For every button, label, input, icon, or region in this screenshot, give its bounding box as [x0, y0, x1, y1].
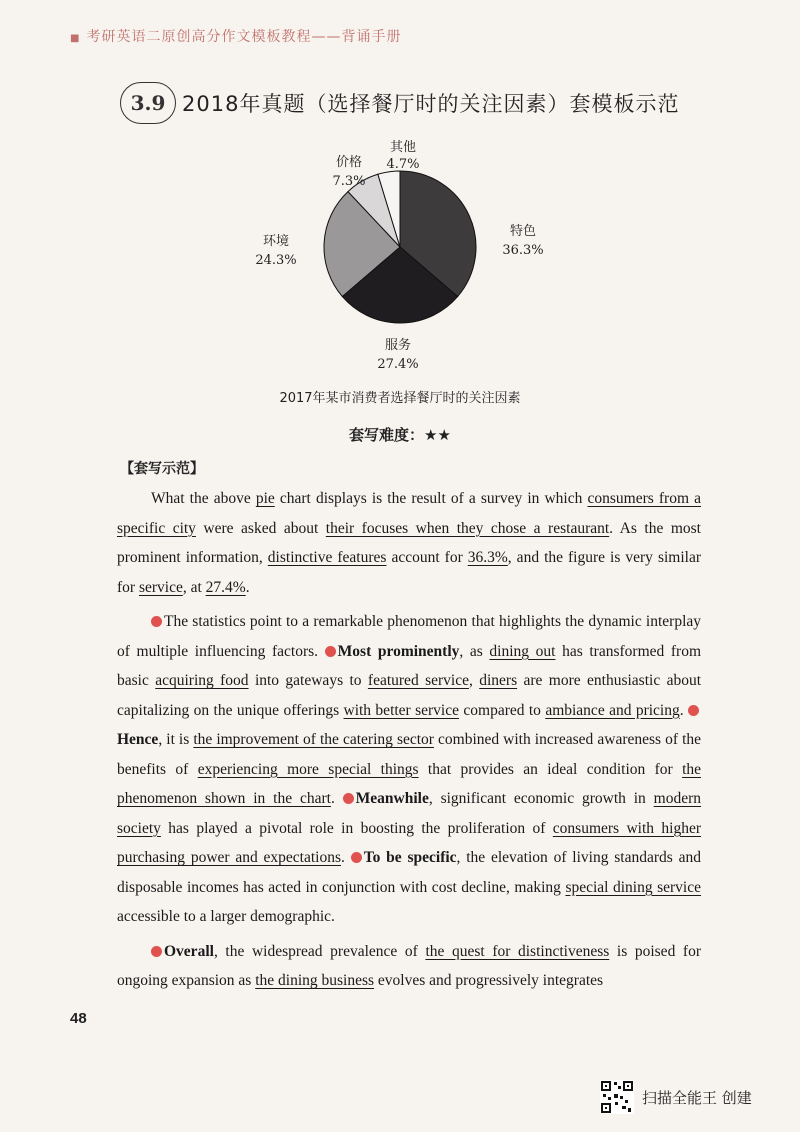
essay-body: [117, 484, 701, 1001]
text-run: compared to: [459, 701, 546, 719]
text-run: , significant economic growth in: [428, 790, 654, 807]
text-run: chart displays is the result of a survey in which: [274, 490, 588, 507]
section-heading: [120, 82, 679, 124]
section-title: 2018年真题（选择餐厅时的关注因素）套模板示范: [182, 92, 680, 116]
bold-connector: To be specific: [363, 849, 457, 866]
bold-connector: Meanwhile: [355, 790, 429, 807]
text-run: .: [341, 849, 351, 866]
page-number: 48: [70, 1010, 87, 1027]
qr-code-icon: [600, 1080, 634, 1114]
essay-paragraph-1: [117, 484, 701, 602]
underlined-phrase: 27.4%: [205, 578, 246, 596]
chart-caption: 2017年某市消费者选择餐厅时的关注因素: [279, 391, 521, 406]
underlined-phrase: diners: [479, 672, 518, 689]
underlined-phrase: consumers from a specific city: [117, 490, 701, 537]
underlined-phrase: 36.3%: [467, 549, 508, 566]
slice-label-price: 价格: [335, 155, 363, 170]
text-run: What the above: [151, 490, 256, 507]
text-run: .: [330, 790, 343, 807]
text-run: , at: [182, 578, 206, 596]
marker-dot-icon: [151, 946, 162, 957]
underlined-phrase: ambiance and pricing: [545, 701, 680, 719]
underlined-phrase: acquiring food: [155, 672, 249, 689]
marker-dot-icon: [325, 646, 336, 657]
slice-value-price: 7.3%: [332, 174, 366, 189]
slice-value-service: 27.4%: [377, 357, 419, 372]
underlined-phrase: consumers with higher purchasing power and expectations: [117, 819, 701, 866]
text-run: is poised for ongoing expansion as: [117, 942, 702, 989]
text-run: evolves and progressively integrates: [374, 972, 604, 989]
text-run: , the elevation of living standards and disposable incomes has acted in conjunction with cost decline, making: [117, 849, 702, 896]
slice-label-features: 特色: [509, 224, 537, 239]
slice-value-features: 36.3%: [502, 243, 544, 258]
text-run: account for: [386, 549, 468, 566]
bold-connector: Hence: [117, 731, 159, 748]
text-run: .: [679, 701, 689, 719]
text-run: combined with increased awareness of the benefits of: [117, 731, 702, 778]
underlined-phrase: featured service: [367, 672, 469, 689]
sample-section-title: 【套写示范】: [120, 461, 204, 477]
bold-connector: Most prominently: [337, 642, 460, 660]
slice-label-environment: 环境: [262, 234, 290, 249]
slice-label-other: 其他: [389, 140, 417, 155]
underlined-phrase: dining out: [489, 642, 556, 660]
bullet-icon: ■: [70, 33, 81, 44]
underlined-phrase: pie: [255, 490, 275, 507]
running-title: 考研英语二原创高分作文模板教程——背诵手册: [86, 29, 402, 45]
difficulty-rating: 套写难度：★★: [349, 426, 451, 444]
underlined-phrase: the improvement of the catering sector: [193, 731, 434, 748]
section-number: 3.9: [120, 82, 176, 124]
text-run: are more enthusiastic about capitalizing on the unique offerings: [117, 672, 702, 719]
text-run: , the widespread prevalence of: [213, 942, 426, 960]
underlined-phrase: distinctive features: [267, 549, 387, 566]
text-run: , as: [459, 642, 490, 660]
marker-dot-icon: [688, 705, 699, 716]
slice-value-environment: 24.3%: [255, 253, 297, 268]
marker-dot-icon: [151, 616, 162, 627]
underlined-phrase: the quest for distinctiveness: [425, 942, 610, 960]
text-run: The statistics point to a remarkable phenomenon that highlights the dynamic interplay of multiple influencing factors.: [117, 613, 701, 660]
text-run: has transformed from basic: [117, 642, 701, 689]
running-header: [70, 26, 401, 46]
scanner-watermark: [600, 1080, 752, 1114]
text-run: has played a pivotal role in boosting the proliferation of: [160, 819, 553, 837]
pie-slices: [324, 171, 476, 323]
marker-dot-icon: [351, 852, 362, 863]
scanner-text: 扫描全能王 创建: [642, 1088, 752, 1107]
text-run: into gateways to: [248, 672, 368, 689]
pie-chart: [240, 130, 560, 380]
text-run: ,: [468, 672, 480, 689]
underlined-phrase: with better service: [343, 701, 459, 719]
text-run: were asked about: [195, 519, 326, 537]
underlined-phrase: the dining business: [255, 972, 375, 989]
text-run: . As the most prominent information,: [117, 519, 701, 566]
slice-value-other: 4.7%: [386, 157, 420, 172]
slice-label-service: 服务: [384, 338, 412, 353]
underlined-phrase: special dining service: [565, 878, 701, 896]
bold-connector: Overall: [164, 942, 214, 960]
essay-paragraph-2: [117, 607, 701, 932]
marker-dot-icon: [343, 793, 354, 804]
underlined-phrase: experiencing more special things: [197, 760, 419, 778]
essay-paragraph-3: [117, 937, 701, 996]
text-run: .: [245, 578, 250, 596]
text-run: , and the figure is very similar for: [117, 549, 701, 596]
text-run: , it is: [158, 731, 194, 748]
text-run: accessible to a larger demographic.: [117, 908, 335, 925]
underlined-phrase: modern society: [117, 790, 702, 837]
underlined-phrase: service: [138, 578, 183, 596]
underlined-phrase: the phenomenon shown in the chart: [117, 760, 701, 807]
text-run: that provides an ideal condition for: [418, 760, 683, 778]
underlined-phrase: their focuses when they chose a restaurant: [325, 519, 610, 537]
